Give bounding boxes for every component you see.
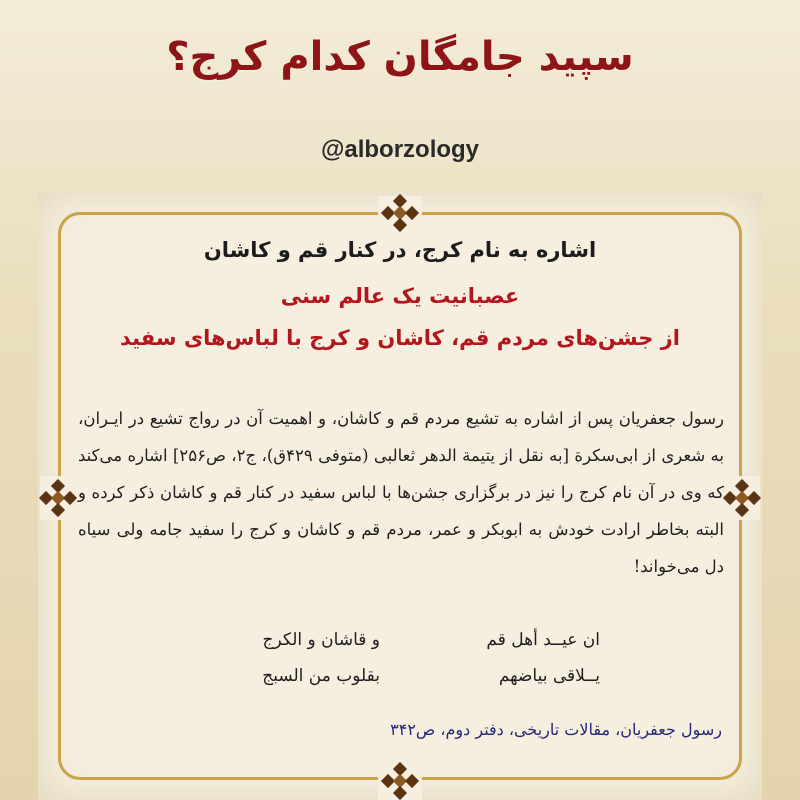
card-heading: اشاره به نام کرج، در کنار قم و کاشان: [203, 238, 597, 262]
poem: [200, 622, 600, 694]
poem-hemistich: بقلوب من السبج: [262, 666, 380, 686]
card-subheading-2: از جشن‌های مردم قم، کاشان و کرج با لباس‌های سفید: [120, 326, 680, 350]
ornament-left-icon: [41, 481, 75, 515]
page-title: سپید جامگان کدام کرج؟: [166, 34, 634, 80]
card-subheading-1: عصبانیت یک عالم سنی: [280, 284, 520, 308]
card-body: رسول جعفریان پس از اشاره به تشیع مردم قم و کاشان، و اهمیت آن در رواج تشیع در ایـران، به شعری از ابی‌سکرة [به نقل از یتیمة الدهر ثعالبی (متوفی ۴۲۹ق)، ج۲، ص۲۵۶] اشاره می‌کند که وی در آن نام کرج را نیز در برگزاری جشن‌ها با لباس سفید در کنار قم و کاشان ذکر کرده و البته بخاطر ارادت خودش به ابوبکر و عمر، مردم قم و کاشان و کرج را سفید جامه ولی سیاه دل می‌خواند!: [78, 409, 724, 576]
ornament-bottom-icon: [383, 764, 417, 798]
poem-line: [200, 622, 600, 658]
poem-hemistich: یــلاقی بیاضهم: [498, 666, 600, 686]
poem-hemistich: ان عیــد أهل قم: [486, 630, 600, 650]
ornament-right-icon: [725, 481, 759, 515]
ornament-top-icon: [383, 196, 417, 230]
poem-line: [200, 658, 600, 694]
account-handle: @alborzology: [320, 136, 480, 163]
source-citation: رسول جعفریان، مقالات تاریخی، دفتر دوم، ص۳۴۲: [390, 720, 722, 739]
poem-hemistich: و قاشان و الکرج: [262, 630, 380, 650]
